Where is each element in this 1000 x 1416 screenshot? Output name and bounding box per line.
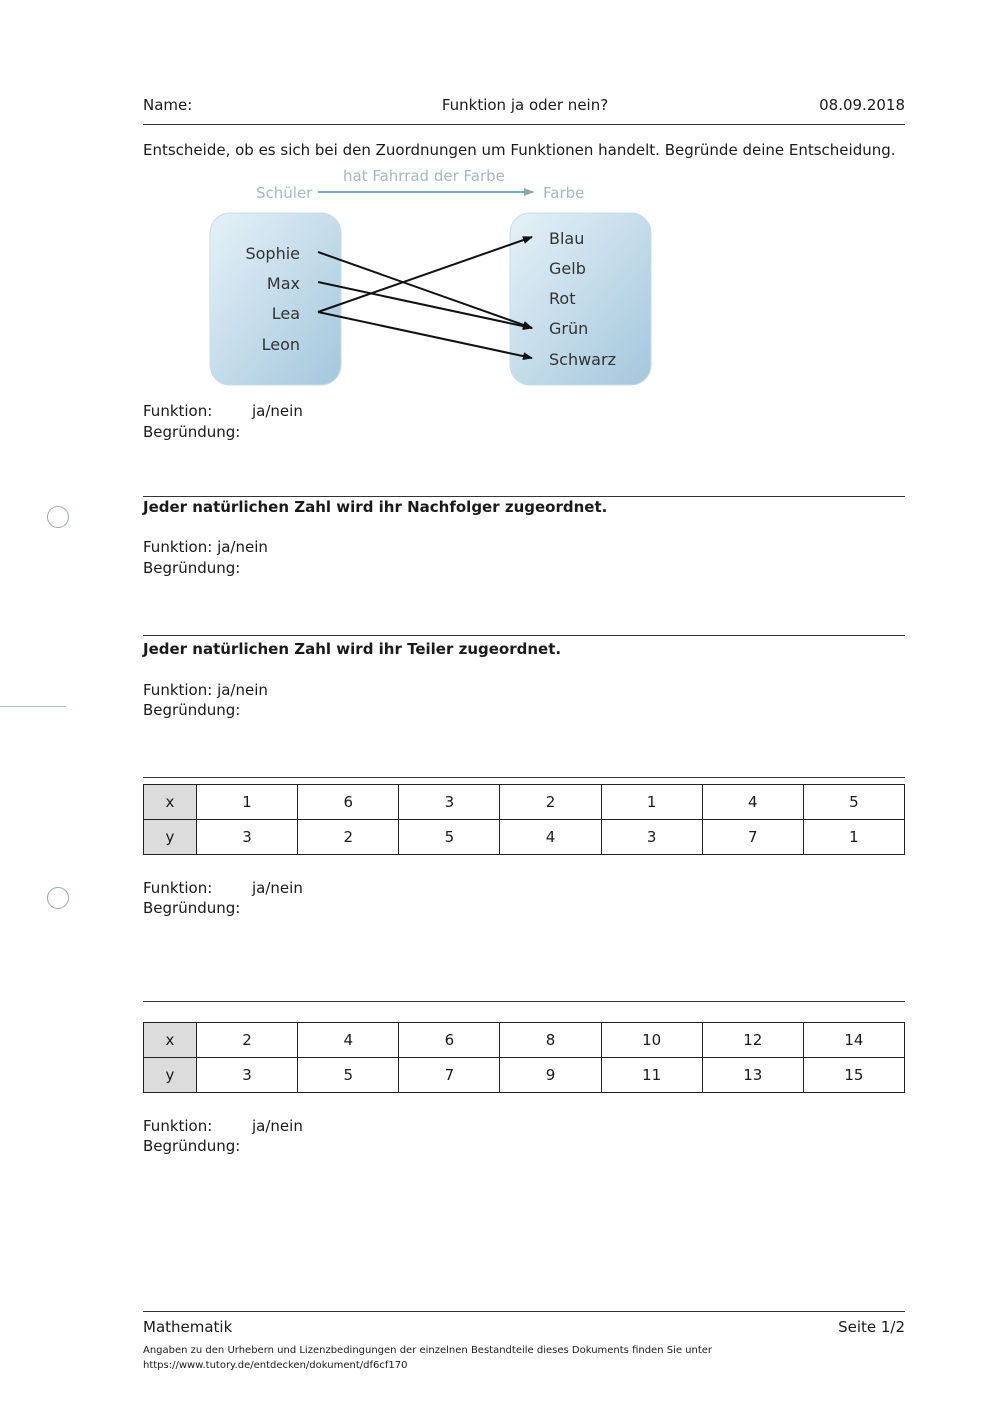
mapping-arrow-sophie-gruen	[318, 252, 532, 328]
begruendung-label: Begründung:	[143, 899, 241, 917]
funktion-label: Funktion:	[143, 402, 213, 420]
begruendung-label: Begründung:	[143, 701, 241, 719]
table-cell: 6	[399, 1023, 500, 1058]
right-item: Blau	[549, 229, 585, 248]
table-cell: 1	[803, 820, 904, 855]
table-cell-header: y	[144, 1058, 197, 1093]
section-rule	[143, 777, 905, 778]
footer-credits-link[interactable]: https://www.tutory.de/entdecken/dokument/df6cf170	[143, 1360, 408, 1371]
section-rule	[143, 635, 905, 636]
left-item: Sophie	[245, 244, 300, 263]
table-cell: 1	[601, 785, 702, 820]
table-cell: 13	[702, 1058, 803, 1093]
funktion-choice: ja/nein	[252, 1117, 303, 1135]
funktion-label: Funktion:	[143, 1117, 213, 1135]
date: 08.09.2018	[819, 96, 905, 114]
begruendung-label: Begründung:	[143, 559, 241, 577]
task-heading: Jeder natürlichen Zahl wird ihr Teiler zugeordnet.	[143, 640, 562, 658]
right-item: Rot	[549, 289, 576, 308]
header-rule	[143, 124, 905, 125]
table-cell: 14	[803, 1023, 904, 1058]
footer-credits: Angaben zu den Urhebern und Lizenzbedingungen der einzelnen Bestandteile dieses Dokuments finden Sie unter	[143, 1345, 713, 1356]
diagram-left-title: Schüler	[256, 184, 313, 202]
punch-hole-bottom	[47, 887, 69, 909]
name-label: Name:	[143, 96, 193, 114]
funktion-choice: ja/nein	[252, 402, 303, 420]
table-cell: 3	[197, 1058, 298, 1093]
funktion-label: Funktion:	[143, 879, 213, 897]
funktion-line: Funktion: ja/nein	[143, 538, 268, 556]
punch-hole-top	[47, 506, 69, 528]
fold-mark	[0, 706, 66, 707]
begruendung-label: Begründung:	[143, 423, 241, 441]
value-table	[143, 1022, 905, 1093]
table-cell: 5	[298, 1058, 399, 1093]
table-cell: 4	[500, 820, 601, 855]
intro-instruction: Entscheide, ob es sich bei den Zuordnungen um Funktionen handelt. Begründe deine Entscheidung.	[143, 141, 896, 159]
funktion-line: Funktion: ja/nein	[143, 681, 268, 699]
begruendung-label: Begründung:	[143, 1137, 241, 1155]
table-cell: 2	[500, 785, 601, 820]
page-title: Funktion ja oder nein?	[441, 96, 609, 114]
table-cell: 4	[702, 785, 803, 820]
mapping-diagram	[200, 160, 670, 396]
left-item: Leon	[261, 335, 300, 354]
table-cell: 7	[702, 820, 803, 855]
table-cell: 3	[399, 785, 500, 820]
table-cell: 5	[399, 820, 500, 855]
table-row-x	[144, 1023, 905, 1058]
diagram-right-title: Farbe	[543, 184, 585, 202]
table-row-y	[144, 1058, 905, 1093]
table-cell: 11	[601, 1058, 702, 1093]
footer-page-number: Seite 1/2	[838, 1318, 905, 1336]
table-row-y	[144, 820, 905, 855]
table-cell: 12	[702, 1023, 803, 1058]
table-cell: 10	[601, 1023, 702, 1058]
table-cell: 8	[500, 1023, 601, 1058]
mapping-arrow-lea-schwarz	[318, 312, 532, 358]
right-item: Gelb	[549, 259, 586, 278]
mapping-arrow-lea-blau	[318, 237, 532, 312]
table-cell: 2	[197, 1023, 298, 1058]
right-item: Grün	[549, 319, 589, 338]
mapping-arrow-max-gruen	[318, 282, 532, 328]
table-cell: 15	[803, 1058, 904, 1093]
table-cell-header: x	[144, 785, 197, 820]
table-cell-header: y	[144, 820, 197, 855]
table-cell-header: x	[144, 1023, 197, 1058]
section-rule	[143, 1001, 905, 1002]
left-item: Lea	[271, 304, 300, 323]
right-item: Schwarz	[549, 350, 616, 369]
table-cell: 4	[298, 1023, 399, 1058]
funktion-choice: ja/nein	[252, 879, 303, 897]
table-cell: 3	[197, 820, 298, 855]
footer-rule	[143, 1311, 905, 1312]
table-row-x	[144, 785, 905, 820]
table-cell: 1	[197, 785, 298, 820]
table-cell: 3	[601, 820, 702, 855]
left-set-box	[210, 213, 341, 385]
table-cell: 9	[500, 1058, 601, 1093]
left-item: Max	[266, 274, 300, 293]
table-cell: 6	[298, 785, 399, 820]
table-cell: 5	[803, 785, 904, 820]
value-table	[143, 784, 905, 855]
table-cell: 7	[399, 1058, 500, 1093]
task-heading: Jeder natürlichen Zahl wird ihr Nachfolger zugeordnet.	[143, 498, 608, 516]
footer-subject: Mathematik	[143, 1318, 233, 1336]
table-cell: 2	[298, 820, 399, 855]
diagram-relation-label: hat Fahrrad der Farbe	[343, 167, 505, 185]
